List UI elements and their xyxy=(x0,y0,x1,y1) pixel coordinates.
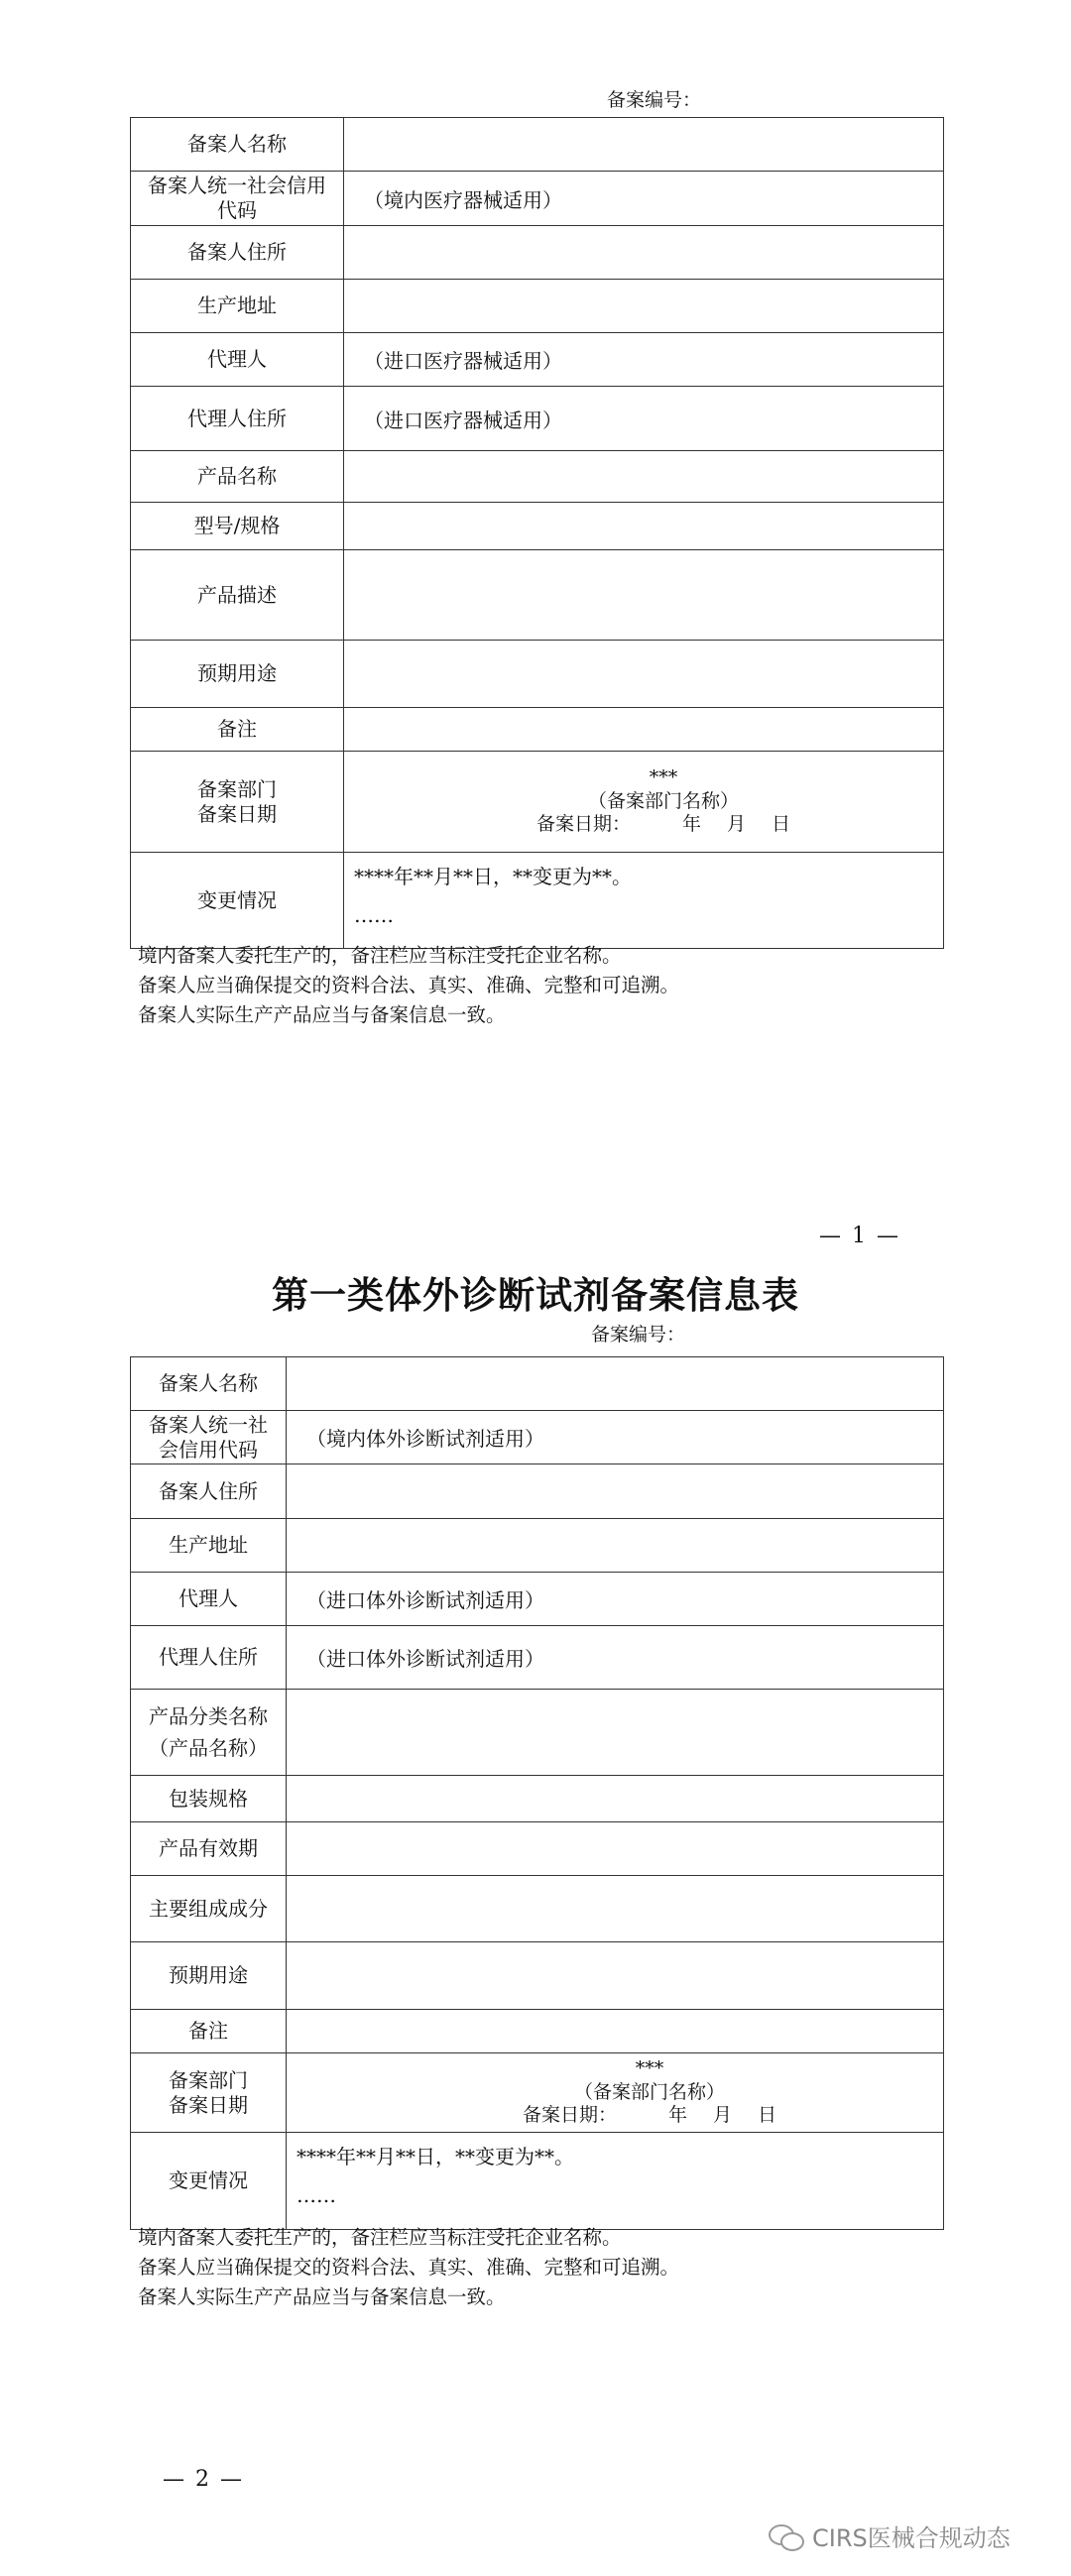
change-line: ****年**月**日，**变更为**。 xyxy=(297,2145,574,2168)
row-value xyxy=(287,1464,944,1519)
dept-label xyxy=(131,2053,287,2133)
year-label: 年 xyxy=(667,2104,687,2127)
dept-label-line2: 备案日期 xyxy=(169,2092,248,2117)
row-label: 备案人住所 xyxy=(131,1464,287,1519)
table-row xyxy=(131,387,944,451)
row-label: 预期用途 xyxy=(131,641,344,708)
row-value xyxy=(344,641,944,708)
row-label: 预期用途 xyxy=(131,1942,287,2010)
row-value xyxy=(344,280,944,333)
month-label: 月 xyxy=(713,2104,733,2127)
row-label: 产品有效期 xyxy=(131,1822,287,1876)
row-label: 生产地址 xyxy=(131,1519,287,1573)
row-value: （境内医疗器械适用） xyxy=(344,172,944,226)
row-value xyxy=(287,1776,944,1822)
record-date xyxy=(356,2104,943,2128)
watermark xyxy=(769,2518,1011,2553)
dept-name: （备案部门名称） xyxy=(573,2080,725,2103)
ivd-record-table xyxy=(130,1356,944,2230)
change-value xyxy=(344,853,944,949)
row-value xyxy=(287,1822,944,1876)
row-label: 代理人 xyxy=(131,1573,287,1626)
row-label: 备注 xyxy=(131,708,344,752)
row-label: 型号/规格 xyxy=(131,503,344,550)
change-line: ****年**月**日，**变更为**。 xyxy=(354,865,632,888)
year-label: 年 xyxy=(681,813,701,836)
table-row xyxy=(131,1690,944,1776)
row-value xyxy=(287,1519,944,1573)
dept-label-line1: 备案部门 xyxy=(169,2067,248,2092)
table-row xyxy=(131,2010,944,2053)
table-row xyxy=(131,1776,944,1822)
row-label: 备案人名称 xyxy=(131,118,344,172)
record-date xyxy=(384,813,943,837)
row-label: 产品名称 xyxy=(131,451,344,503)
note-line: 境内备案人委托生产的，备注栏应当标注受托企业名称。 xyxy=(138,944,622,967)
table-row xyxy=(131,1573,944,1626)
record-number-label: 备案编号： xyxy=(607,89,702,111)
note-line: 备案人实际生产产品应当与备案信息一致。 xyxy=(138,2285,506,2308)
row-label: 代理人住所 xyxy=(131,387,344,451)
day-label: 日 xyxy=(758,2104,777,2127)
row-label: 备案人统一社会信用代码 xyxy=(131,1411,287,1464)
row-label: 包装规格 xyxy=(131,1776,287,1822)
table-row xyxy=(131,641,944,708)
table-row xyxy=(131,451,944,503)
medical-device-record-table xyxy=(130,117,944,949)
change-ellipsis: …… xyxy=(354,903,394,927)
record-date-label: 备案日期： xyxy=(522,2104,617,2127)
record-number-label: 备案编号： xyxy=(591,1324,686,1346)
page-title: 第一类体外诊断试剂备案信息表 xyxy=(272,1274,799,1317)
row-value xyxy=(287,1357,944,1411)
page-number: — 2 — xyxy=(163,2467,244,2492)
row-value: （进口医疗器械适用） xyxy=(344,333,944,387)
note-line: 境内备案人委托生产的，备注栏应当标注受托企业名称。 xyxy=(138,2226,622,2249)
row-label: 产品分类名称（产品名称） xyxy=(131,1690,287,1776)
change-ellipsis: …… xyxy=(297,2183,336,2207)
notes xyxy=(138,941,679,1030)
table-row xyxy=(131,752,944,853)
change-label: 变更情况 xyxy=(131,853,344,949)
change-value xyxy=(287,2133,944,2230)
row-value xyxy=(344,226,944,280)
table-row xyxy=(131,1876,944,1942)
table-row xyxy=(131,333,944,387)
note-line: 备案人实际生产产品应当与备案信息一致。 xyxy=(138,1003,506,1026)
table-row xyxy=(131,503,944,550)
table-row xyxy=(131,1626,944,1690)
row-label: 代理人 xyxy=(131,333,344,387)
row-value xyxy=(344,550,944,641)
row-label: 备案人名称 xyxy=(131,1357,287,1411)
row-value xyxy=(287,2010,944,2053)
dept-name: （备案部门名称） xyxy=(587,789,739,812)
row-value: （进口医疗器械适用） xyxy=(344,387,944,451)
watermark-text: CIRS医械合规动态 xyxy=(812,2524,1011,2552)
dept-label-line1: 备案部门 xyxy=(197,776,277,801)
table-row xyxy=(131,708,944,752)
row-label: 生产地址 xyxy=(131,280,344,333)
day-label: 日 xyxy=(772,813,791,836)
row-value: （进口体外诊断试剂适用） xyxy=(287,1573,944,1626)
record-date-label: 备案日期： xyxy=(536,813,631,836)
month-label: 月 xyxy=(727,813,747,836)
dept-label xyxy=(131,752,344,853)
dept-stars: *** xyxy=(649,765,678,788)
notes xyxy=(138,2223,679,2312)
row-label: 代理人住所 xyxy=(131,1626,287,1690)
dept-value xyxy=(344,752,944,853)
row-value xyxy=(344,118,944,172)
row-value xyxy=(344,708,944,752)
table-row xyxy=(131,172,944,226)
row-value xyxy=(287,1876,944,1942)
table-row xyxy=(131,1411,944,1464)
table-row xyxy=(131,1942,944,2010)
row-label: 备案人住所 xyxy=(131,226,344,280)
note-line: 备案人应当确保提交的资料合法、真实、准确、完整和可追溯。 xyxy=(138,974,680,996)
note-line: 备案人应当确保提交的资料合法、真实、准确、完整和可追溯。 xyxy=(138,2256,680,2279)
dept-value xyxy=(287,2053,944,2133)
dept-stars: *** xyxy=(635,2056,664,2079)
row-label: 主要组成成分 xyxy=(131,1876,287,1942)
table-row xyxy=(131,1357,944,1411)
page-number: — 1 — xyxy=(819,1224,900,1248)
table-row xyxy=(131,1464,944,1519)
table-row xyxy=(131,118,944,172)
row-value xyxy=(344,451,944,503)
row-label: 备注 xyxy=(131,2010,287,2053)
wechat-icon xyxy=(769,2522,804,2550)
row-label: 备案人统一社会信用代码 xyxy=(131,172,344,226)
change-label: 变更情况 xyxy=(131,2133,287,2230)
row-value xyxy=(287,1690,944,1776)
table-row xyxy=(131,2133,944,2230)
table-row xyxy=(131,1519,944,1573)
row-value xyxy=(287,1942,944,2010)
row-label: 产品描述 xyxy=(131,550,344,641)
table-row xyxy=(131,2053,944,2133)
table-row xyxy=(131,853,944,949)
row-value: （进口体外诊断试剂适用） xyxy=(287,1626,944,1690)
dept-label-line2: 备案日期 xyxy=(197,801,277,826)
row-value xyxy=(344,503,944,550)
table-row xyxy=(131,226,944,280)
table-row xyxy=(131,550,944,641)
table-row xyxy=(131,1822,944,1876)
table-row xyxy=(131,280,944,333)
row-value: （境内体外诊断试剂适用） xyxy=(287,1411,944,1464)
